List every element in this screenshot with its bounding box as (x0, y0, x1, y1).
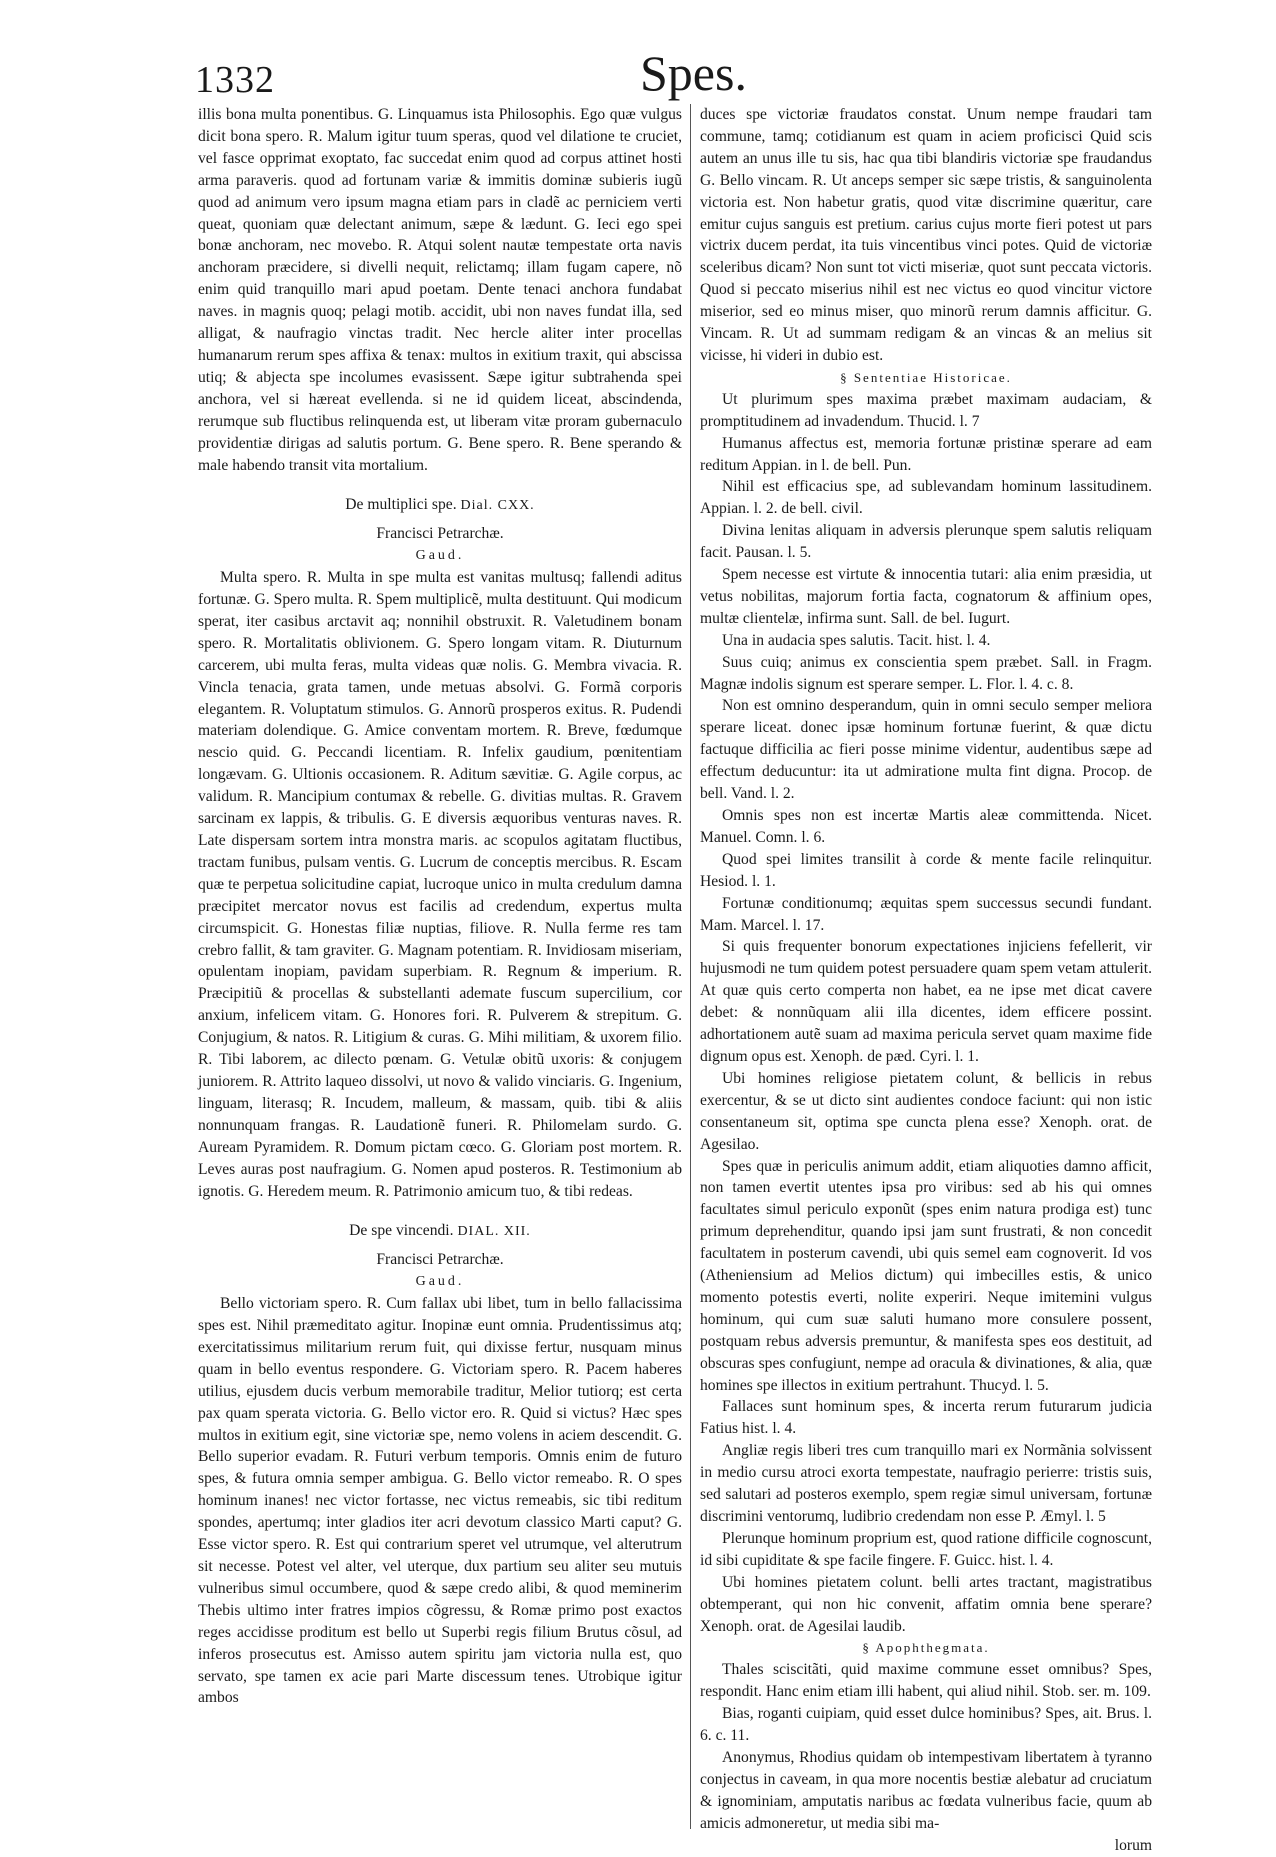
sententia: Angliæ regis liberi tres cum tranquillo mari ex Normãnia solvissent in medio cursu atroci exorta tempestate, naufragio perierre: tristis suis, sed salutari ad posteros exemplo, spem regiæ simul universam, fortunæ discrimini ventorumq, ludibrio credendam non esse P. Æmyl. l. 5 (700, 1442, 1152, 1525)
catchword: lorum (1114, 1836, 1152, 1854)
right-intro: duces spe victoriæ fraudatos constat. Unum nempe fraudari tam commune, tamq; cotidianum est quam in aciem proficisci Quid scis autem an unus ille tu sis, hac qua tibi blandiris victoriæ spe fraudandus G. Bello vincam. R. Ut anceps semper sic sæpe tristis, & sanguinolenta victoria est. Non habetur gratis, quod vitæ discrimine quæritur, care emitur cujus sanguis est pretium. carius cujus morte fieri potest ut pars victrix ducem perdat, ita tuis vincentibus vinci potes. Quid de victoriæ sceleribus dicam? Non sunt tot victi miseriæ, quot sunt peccata victoris. Quod si peccato miserius nihil est nec victus eo quod vincitur victore miserior, sed eo minus miser, quo minorũ rerum damnis afficitur. G. Vincam. R. Ut ad summam redigam & an vincas & an melius sit vicisse, hi videri in dubio est. (700, 106, 1152, 364)
dialogue-title: De multiplici spe. (345, 496, 457, 514)
page-number: 1332 (195, 59, 275, 101)
dialogue-text: Bello victoriam spero. R. Cum fallax ubi libet, tum in bello fallacissima spes est. Nihil præmeditato agitur. Inopinæ eunt omnia. Prudentissimus atq; exercitatissimus militarium rerum fuit, qui dixisse fertur, nusquam minus quam in bello eventus respondere. G. Victoriam spero. R. Pacem haberes utilius, ejusdem ducis verbum memorabile traditur, Melior tutiorq; est certa pax quam sperata victoria. G. Bello victor ero. R. Quid si victus? Hæc spes multos in exitium egit, sine victoriæ spe, nemo volens in aciem descendit. G. Bello superior evadam. R. Futuri verbum temporis. Omnis enim de futuro spes, & futura omnia semper ambigua. G. Bello victor remeabo. R. O spes hominum inanes! nec victor fortasse, nec victus remeabis, sic tibi reditum spondes, apertumq; inter gladios iter acri devotum classico Marti caput? G. Esse victor spero. R. Est qui contrarium speret vel utrumque, vel alterutrum sit necesse. Potest vel alter, vel uterque, dux partium seu aliter seu mutuis vulneribus simul occumbere, quod & sæpe credo alibi, & quod meminerim Thebis ultimo inter fratres impios cõgressu, & Romæ primo post exactos reges accidisse proditum est bello ut Superbi regis filium Brutus cõsul, ad inferos prosecutus est. Amisso autem spiritu jam victoria nulla est, quo servato, spe tamen ex acie pari Marte discessum tenes. Utrobique igitur ambos (198, 1295, 682, 1707)
apophthegm: Bias, roganti cuipiam, quid esset dulce hominibus? Spes, ait. Brus. l. 6. c. 11. (700, 1705, 1152, 1745)
sententia: Ubi homines religiose pietatem colunt, & bellicis in rebus exercentur, & se ut dicto sint audientes condoce faciunt: qui non istic consentaneum sit, optima spe cuncta plena esse? Xenoph. orat. de Agesilao. (700, 1069, 1152, 1153)
right-column (700, 104, 1152, 1854)
section-heading: § Apophthegmata. (862, 1640, 990, 1656)
dialogue-speaker: Gaud. (415, 1274, 465, 1290)
sententia: Ut plurimum spes maxima præbet maximam audaciam, & promptitudinem ad invadendum. Thucid. l. 7 (700, 390, 1152, 430)
sententia: Quod spei limites transilit à corde & mente facile relinquitur. Hesiod. l. 1. (700, 850, 1152, 890)
sententia: Non est omnino desperandum, quin in omni seculo semper meliora sperare liceat. donec ipsæ hominum fortunæ fuerint, & quæ dictu factuque difficilia ac fieri posse minime videntur, audentibus sæpe ad effectum deducuntur: ita ut admiratione multa fint digna. Procop. de bell. Vand. l. 2. (700, 697, 1152, 803)
sententia: Omnis spes non est incertæ Martis aleæ committenda. Nicet. Manuel. Comn. l. 6. (700, 807, 1152, 846)
dialogue-heading-1 (198, 494, 682, 517)
sententia: Suus cuiq; animus ex conscientia spem præbet. Sall. in Fragm. Magnæ indolis signum est sperare semper. L. Flor. l. 4. c. 8. (700, 653, 1152, 693)
sententia: Una in audacia spes salutis. Tacit. hist. l. 4. (722, 631, 991, 649)
sententia: Spem necesse est virtute & innocentia tutari: alia enim præsidia, ut vetus nobilitas, majorum fortia facta, cognatorum & affinium opes, multæ clientelæ, infirma sunt. Sall. de bel. Iugurt. (700, 566, 1152, 627)
dialogue-author: Francisci Petrarchæ. (376, 1251, 504, 1269)
dialogue-number: DIAL. XII. (457, 1224, 531, 1240)
sententia: Fortunæ conditionumq; æquitas spem successus secundi fundant. Mam. Marcel. l. 17. (700, 894, 1152, 934)
sententia: Nihil est efficacius spe, ad sublevandam hominum lassitudinem. Appian. l. 2. de bell. civil. (700, 478, 1152, 518)
sententia: Plerunque hominum proprium est, quod ratione difficile cognoscunt, id sibi cupiditate & spe facile fingere. F. Guicc. hist. l. 4. (700, 1529, 1152, 1569)
dialogue-number: Dial. CXX. (460, 498, 535, 514)
apophthegm: Thales sciscitãti, quid maxime commune esset omnibus? Spes, respondit. Hanc enim etiam illi habent, qui aliud nihil. Stob. ser. m. 109. (700, 1661, 1152, 1701)
left-intro: illis bona multa ponentibus. G. Linquamus ista Philosophis. Ego quæ vulgus dicit bona spero. R. Malum igitur tuum speras, quod vel dilatione te cruciet, vel fasce opprimat exoptato, fac succedat enim quod ad corpus attinet hosti arma paraveris. quod ad fortunam variæ & immitis dominæ subieris iugũ quod ad animum vero ipsum magna etiam pars in cladẽ ac perniciem verti queat, quoniam quæ delectant animum, sæpe & lædunt. G. Ieci ego spei bonæ anchoram, nec movebo. R. Atqui solent nautæ tempestate orta navis anchoram præcidere, si divelli nequit, relictamq; illam fugam capere, nõ enim quid tranquillo mari apud poetam. Dente tenaci anchora fundabat naves. in magnis quoq; pelagi motib. accidit, ubi non naves fundat illa, sed alligat, & naufragio vinctas tradit. Nec hercle aliter inter procellas humanarum rerum spes affixa & tenax: multos in exitium traxit, qui abscissa utiq; & abjecta spe incolumes evasissent. Sæpe igitur subtrahenda spei anchora, vel si hæreat evellenda. si ne id quidem liceat, abscindenda, rerumque sub fluctibus relinquenda est, ut liberam vitæ proram gubernaculo providentiæ dirigas ad salutis portum. G. Bene spero. R. Bene sperando & male habendo transit vita mortalium. (198, 106, 682, 474)
dialogue-heading-2 (198, 1220, 682, 1243)
dialogue-author: Francisci Petrarchæ. (376, 525, 504, 543)
sententia: Humanus affectus est, memoria fortunæ pristinæ sperare ad eam reditum Appian. in l. de bell. Pun. (700, 434, 1152, 474)
left-column (198, 104, 682, 1829)
running-head: Spes. (640, 45, 747, 101)
dialogue-title: De spe vincendi. (349, 1222, 454, 1240)
section-heading: § Sententiae Historicae. (840, 369, 1012, 385)
sententia: Fallaces sunt hominum spes, & incerta rerum futurarum judicia Fatius hist. l. 4. (700, 1398, 1152, 1438)
dialogue-speaker: Gaud. (415, 548, 465, 564)
sententia: Spes quæ in periculis animum addit, etiam aliquoties damno afficit, non tamen evertit utentes ipsa pro viribus: sed ab his qui omnes facultates simul periculo exponũt (spes enim natura prodiga est) tunc primum deprehenditur, quando ipsi jam sunt frustrati, & non concedit facultatem in posterum cavendi, ubi quis semel eam cognoverit. Id vos (Atheniensium ad Melios dictum) qui imbecilles estis, & unico momento potestis everti, nolite experiri. Neque imitemini vulgus hominum, qui cum suæ saluti humano more consulere possent, postquam rebus adversis premuntur, & manifesta spes eos destituit, ad obscuras spes confugiunt, nempe ad oracula & divinationes, & alia, quæ homines spe illectos in exitium pertrahunt. Thucyd. l. 5. (700, 1157, 1152, 1394)
dialogue-text: Multa spero. R. Multa in spe multa est vanitas multusq; fallendi aditus fortunæ. G. Spero multa. R. Spem multiplicẽ, multa destituunt. Qui modicum sperat, iter casibus arctavit aq; nonnihil obstruxit. R. Valetudinem bonam spero. R. Mortalitatis oblivionem. G. Spero longam vitam. R. Diuturnum carcerem, ubi multa feras, multa videas quæ nolis. G. Membra vivacia. R. Vincla tenacia, grata tamen, unde metuas absolvi. G. Formã corporis elegantem. R. Voluptatum stimulos. G. Annorũ prosperos exitus. R. Pudendi materiam dolendique. G. Amice conventam mortem. R. Breve, fœdumque nescio quid. G. Peccandi licentiam. R. Infelix gaudium, pœnitentiam longævam. G. Ultionis occasionem. R. Aditum sævitiæ. G. Agile corpus, ac validum. R. Mancipium contumax & rebelle. G. divitias multas. R. Gravem sarcinam ex lappis, & tribulis. G. E diversis æquoribus venturas naves. R. Late dispersam sortem intra monstra maris. ac scopulos agitatam fluctibus, tractam funibus, pulsam ventis. G. Lucrum de conceptis mercibus. R. Escam quæ te perpetua solicitudine capiat, lucroque unico in multa credulum damna præcipitet mercator novus est facilis ad credendum, expertus multa circumspicit. G. Honestas filiæ nuptias, filiove. R. Nulla ferme res tam crebro fallit, & tam graviter. G. Magnam potentiam. R. Invidiosam miseriam, opulentam inopiam, pavidam superbiam. R. Regnum & imperium. R. Præcipitiũ & procellas & substellanti ademate fuscum supercilium, cor anxium, infelicem vitam. G. Honores fori. R. Pulverem & strepitum. G. Conjugium, & natos. R. Litigium & curas. G. Mihi militiam, & uxorem filio. R. Tibi laborem, ac dilecto pœnam. G. Vetulæ obitũ uxoris: & conjugem juniorem. R. Attrito laqueo dissolvi, ut novo & valido vinciaris. G. Ingenium, linguam, literasq; R. Incudem, malleum, & massam, quib. tibi & aliis nonnunquam frangas. R. Laudationẽ funeri. R. Philomelam surdo. G. Auream Pyramidem. R. Domum pictam cœco. G. Gloriam post mortem. R. Leves auras post naufragium. G. Nomen apud posteros. R. Testimonium ab ignotis. G. Heredem meum. R. Patrimonio amicum tuo, & tibi redeas. (198, 569, 682, 1200)
sententia: Si quis frequenter bonorum expectationes injiciens fefellerit, vir hujusmodi ne tum quidem potest persuadere quam spem vetam attulerit. At quæ quis certo comperta non habet, ea ne ipse met dicat cavere debet: & nonnũquam alii illa dicentes, idem efficere possint. adhortationem autẽ suam ad maxima pericula servet quam maxime fide dignum opus est. Xenoph. de pæd. Cyri. l. 1. (700, 938, 1152, 1065)
sententia: Ubi homines pietatem colunt. belli artes tractant, magistratibus obtemperant, qui non hic convenit, affatim omnia bene sperare? Xenoph. orat. de Agesilai laudib. (700, 1573, 1152, 1635)
column-rule (690, 104, 691, 1829)
sententia: Divina lenitas aliquam in adversis plerunque spem salutis reliquam facit. Pausan. l. 5. (700, 522, 1152, 562)
apophthegm: Anonymus, Rhodius quidam ob intempestivam libertatem à tyranno conjectus in caveam, in qua more nocentis bestiæ alebatur ad cruciatum & ignominiam, amputatis naribus ac fœdata vulneribus facie, quum ab amicis admoneretur, ut media sibi ma- (700, 1748, 1152, 1832)
